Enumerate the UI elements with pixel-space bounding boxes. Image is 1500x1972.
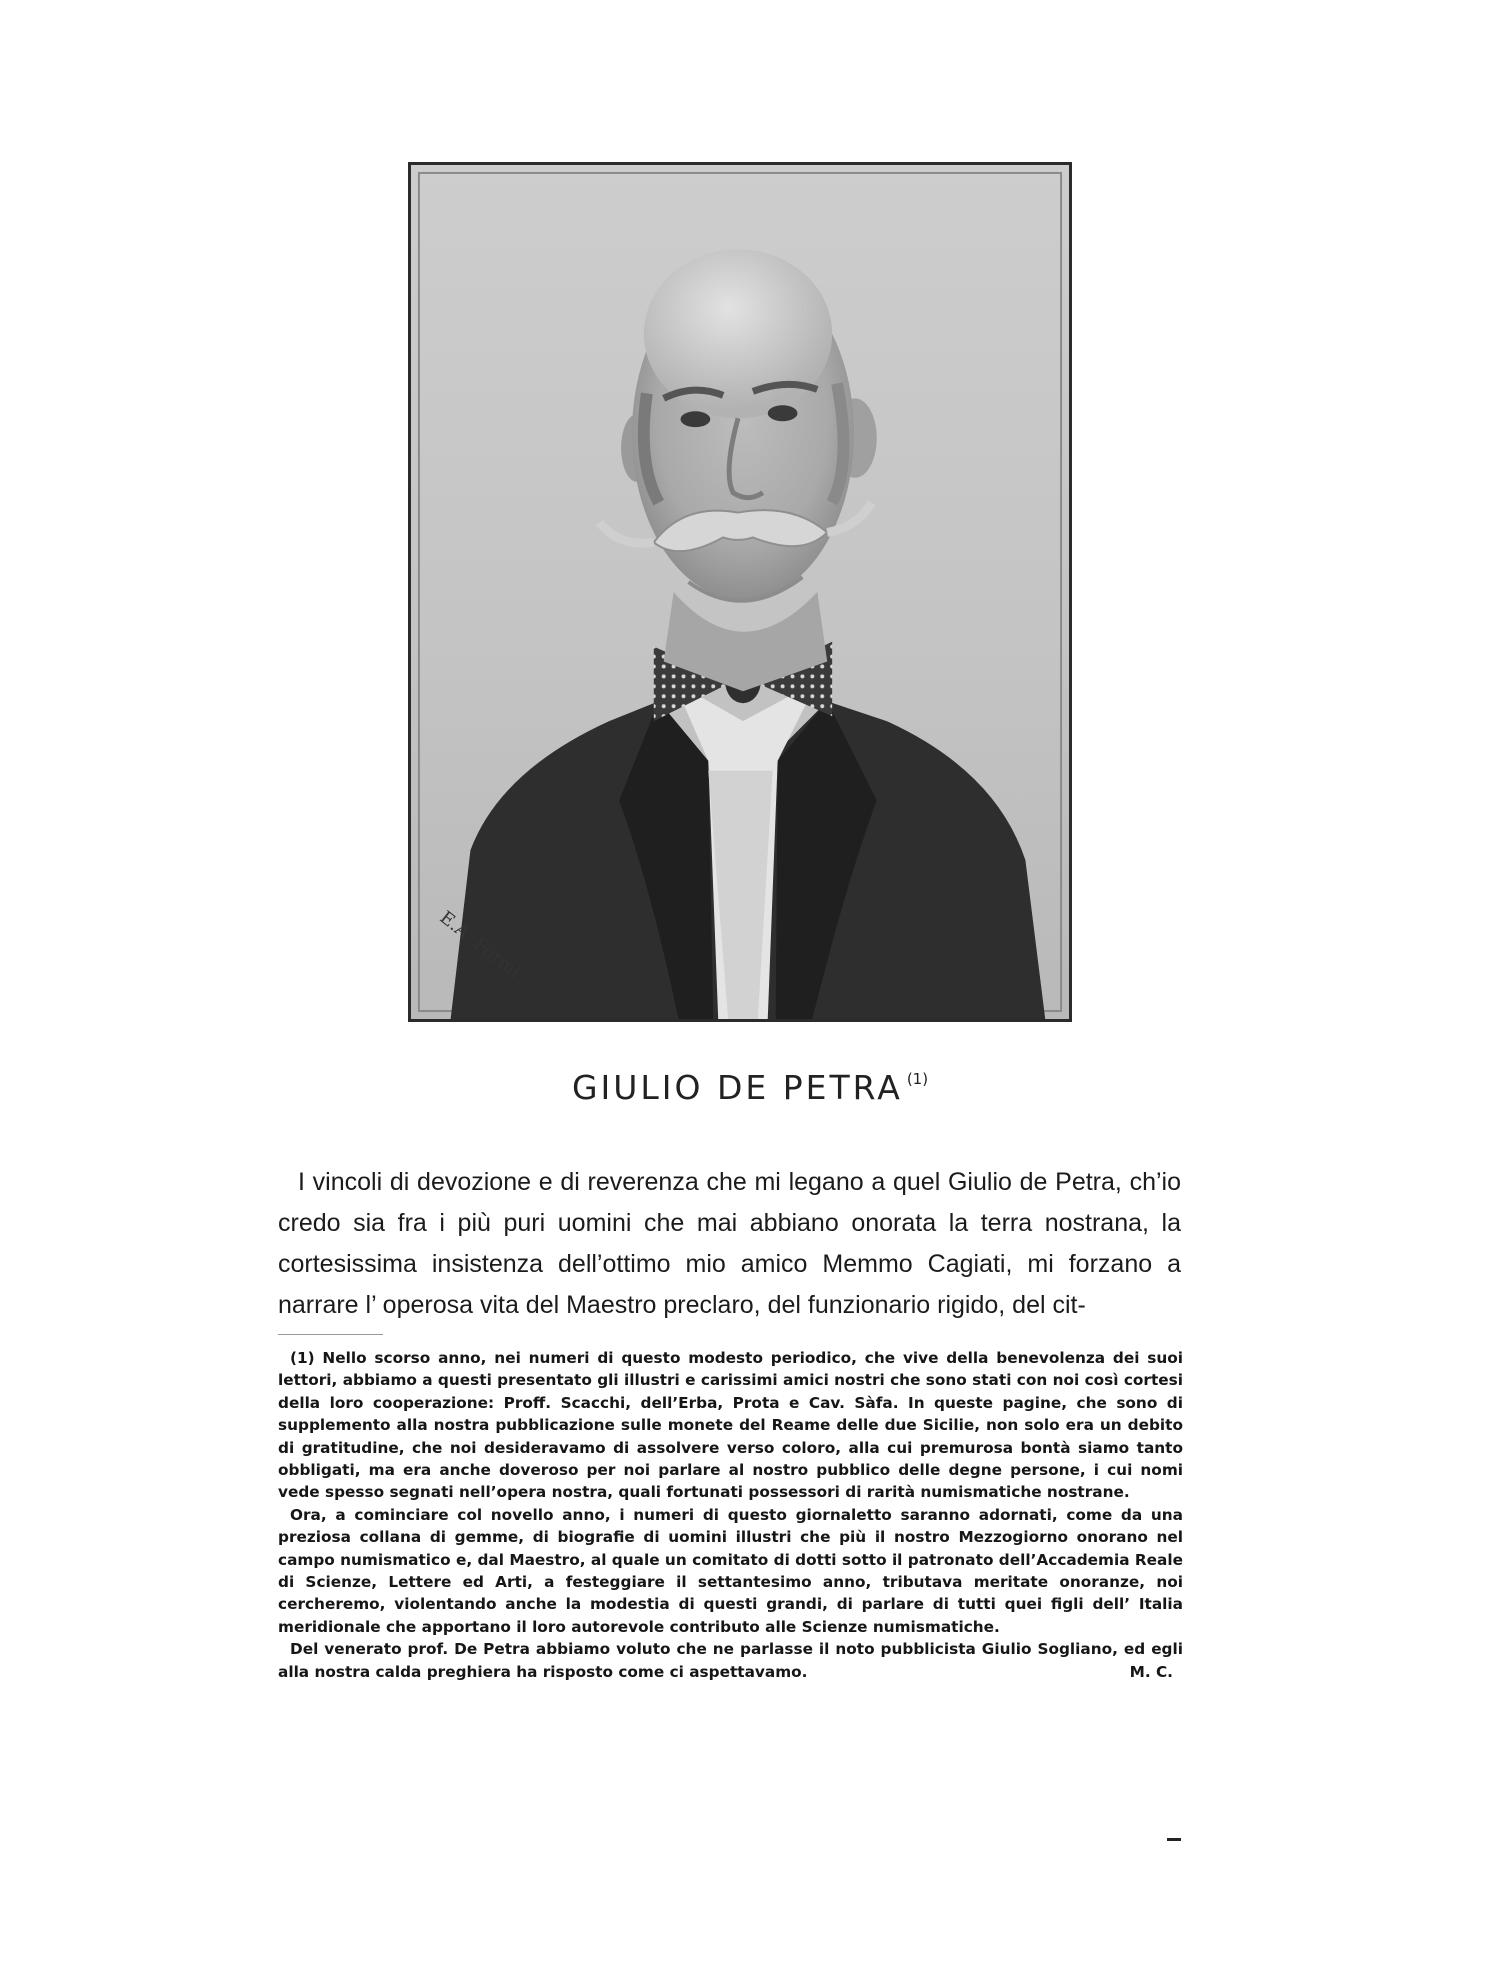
footnote-signature: M. C. xyxy=(1129,1662,1173,1681)
portrait-photo xyxy=(408,162,1072,1022)
footnote-paragraph-3 xyxy=(278,1638,1183,1683)
footnote-paragraph-3-text: Del venerato prof. De Petra abbiamo voluto che ne parlasse il noto pubblicista Giulio Sogliano, ed egli alla nostra calda preghiera ha risposto come ci aspettavamo. xyxy=(278,1640,1183,1681)
title-text: GIULIO DE PETRA xyxy=(571,1068,903,1107)
title-footnote-mark: (1) xyxy=(906,1070,929,1088)
portrait-signature: E.A. Formi xyxy=(435,907,525,983)
portrait-image xyxy=(411,165,1069,1019)
body-text xyxy=(278,1162,1181,1326)
footnote-divider xyxy=(278,1334,383,1335)
body-paragraph: I vincoli di devozione e di reverenza che mi legano a quel Giulio de Petra, ch’io credo sia fra i più puri uomini che mai abbiano onorata la terra nostrana, la cortesissima insistenza dell’ottimo mio amico Memmo Cagiati, mi forzano a narrare l’ operosa vita del Maestro preclaro, del funzionario rigido, del cit- xyxy=(278,1168,1181,1319)
page-end-dash xyxy=(1167,1838,1181,1841)
footnote-paragraph-1: (1) Nello scorso anno, nei numeri di questo modesto periodico, che vive della benevolenza dei suoi lettori, abbiamo a questi presentato gli illustri e carissimi amici nostri che sono stati con noi così cortesi della loro cooperazione: Proff. Scacchi, dell’Erba, Prota e Cav. Sàfa. In queste pagine, che sono di supplemento alla nostra pubblicazione sulle monete del Reame delle due Sicilie, non solo era un debito di gratitudine, che noi desideravamo di assolvere verso coloro, alla cui premurosa bontà siamo tanto obbligati, ma era anche doveroso per noi parlare al nostro pubblico delle degne persone, i cui nomi vede spesso segnati nell’opera nostra, quali fortunati possessori di rarità numismatiche nostrane. xyxy=(278,1349,1183,1502)
page-title xyxy=(0,1068,1500,1107)
footnote-block xyxy=(278,1347,1183,1683)
footnote-paragraph-2: Ora, a cominciare col novello anno, i numeri di questo giornaletto saranno adornati, come da una preziosa collana di gemme, di biografie di uomini illustri che più il nostro Mezzogiorno onorano nel campo numismatico e, dal Maestro, al quale un comitato di dotti sotto il patronato dell’Accademia Reale di Scienze, Lettere ed Arti, a festeggiare il settantesimo anno, tributava meritate onoranze, noi cercheremo, violentando anche la modestia di questi grandi, di parlare di tutti quei figli dell’ Italia meridionale che apportano il loro autorevole contributo alle Scienze numismatiche. xyxy=(278,1505,1183,1636)
